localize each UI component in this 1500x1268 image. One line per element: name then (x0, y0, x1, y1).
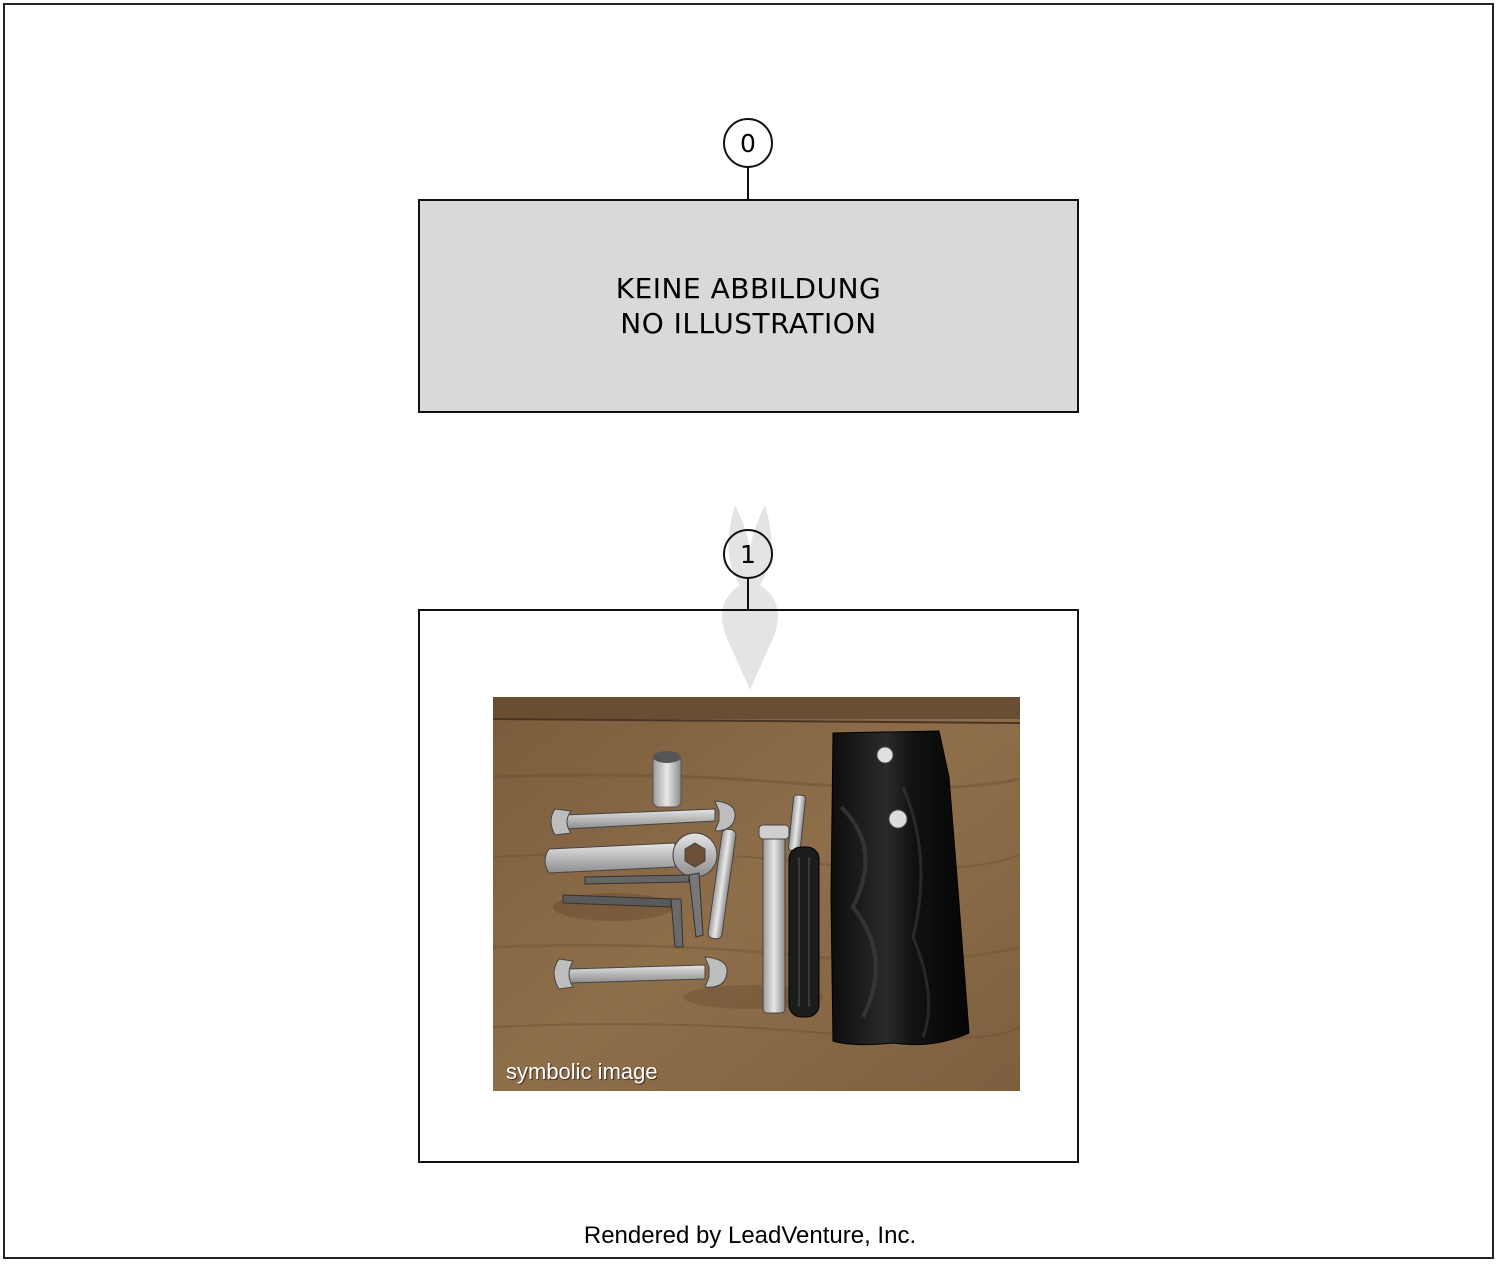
callout-0-number: 0 (740, 128, 756, 158)
callout-1[interactable] (723, 529, 773, 579)
callout-0-leader (747, 167, 749, 200)
footer-credit: Rendered by LeadVenture, Inc. (583, 1222, 917, 1249)
part-1-image-box[interactable] (418, 609, 1079, 1163)
toolkit-photo (493, 697, 1020, 1091)
callout-1-number: 1 (740, 539, 756, 569)
no-illustration-text-de: KEINE ABBILDUNG (615, 272, 882, 305)
no-illustration-placeholder[interactable] (418, 199, 1079, 413)
callout-1-leader (747, 578, 749, 610)
photo-caption: symbolic image (506, 1059, 658, 1084)
callout-0[interactable] (723, 118, 773, 168)
no-illustration-text-en: NO ILLUSTRATION (620, 307, 877, 340)
